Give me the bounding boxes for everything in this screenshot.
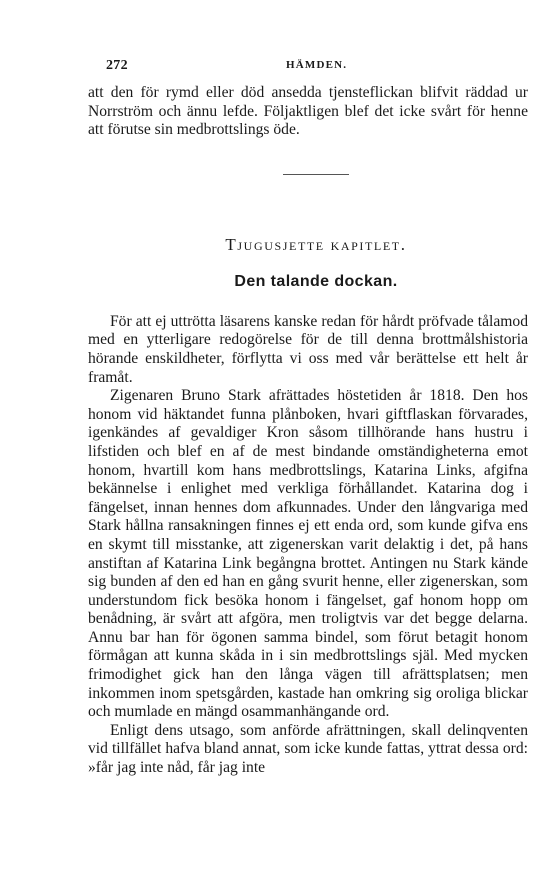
body-paragraph: Zigenaren Bruno Stark afrättades höstetiden år 1818. Den hos honom vid häktandet funna plånboken, hvari giftflaskan förvarades, igenkändes af gevaldiger Kron såsom tillhörande hans hustru i lifstiden och blef en af de mest bindande omständigheterna emot honom, hvartill kom hans medbrottslings, Katarina Links, afgifna bekännelse i enlighet med verkliga förhållandet. Katarina dog i fängelset, innan hennes dom afkunnades. Under den långvariga med Stark hållna ransakningen finnes ej ett enda ord, som kunde gifva ens en skymt till misstanke, att zigenerskan varit delaktig i det, på hans anstiftan af Katarina Link begångna brottet. Antingen nu Stark kände sig bunden af den ed han en gång svurit henne, eller zigenerskan, som understundom fick besöka honom i fängelset, gaf honom hopp om benådning, är svårt att afgöra, men troligtvis var det begge delarna. Annu bar han för ögonen samma bindel, som förut betagit honom förmågan att kunna skåda in i sin medbrottslings själ. Med mycken frimodighet gick han den långa vägen till afrättsplatsen; men inkommen inom spetsgården, kastade han omkring sig oroliga blickar och mumlade en mängd osammanhängande ord. xyxy=(88,387,528,721)
running-title: HÄMDEN. xyxy=(286,59,348,71)
book-page xyxy=(88,58,528,778)
section-divider xyxy=(283,174,349,175)
chapter-number-heading: Tjugusjette kapitlet. xyxy=(225,234,407,254)
body-paragraph: För att ej uttrötta läsarens kanske redan för hårdt pröfvade tålamod med en ytterligare redogörelse för de till denna brottmålshistoria hörande enskildheter, förflytta vi oss med vår berättelse ett helt år framåt. xyxy=(88,312,528,386)
page-number: 272 xyxy=(106,58,128,73)
continuation-text: att den för rymd eller död ansedda tjensteflickan blifvit räddad ur Norrström och ännu lefde. Följaktligen blef det icke svårt för henne att förutse sin medbrottslings öde. xyxy=(88,84,528,139)
chapter-title: Den talande dockan. xyxy=(234,272,398,290)
running-head xyxy=(88,58,528,80)
chapter-body xyxy=(88,313,528,778)
body-paragraph: Enligt dens utsago, som anförde afrättningen, skall delinqventen vid tillfället hafva bland annat, som icke kunde fattas, yttrat dessa ord: »får jag inte nåd, får jag inte xyxy=(88,721,528,777)
continuation-paragraph xyxy=(88,84,528,140)
